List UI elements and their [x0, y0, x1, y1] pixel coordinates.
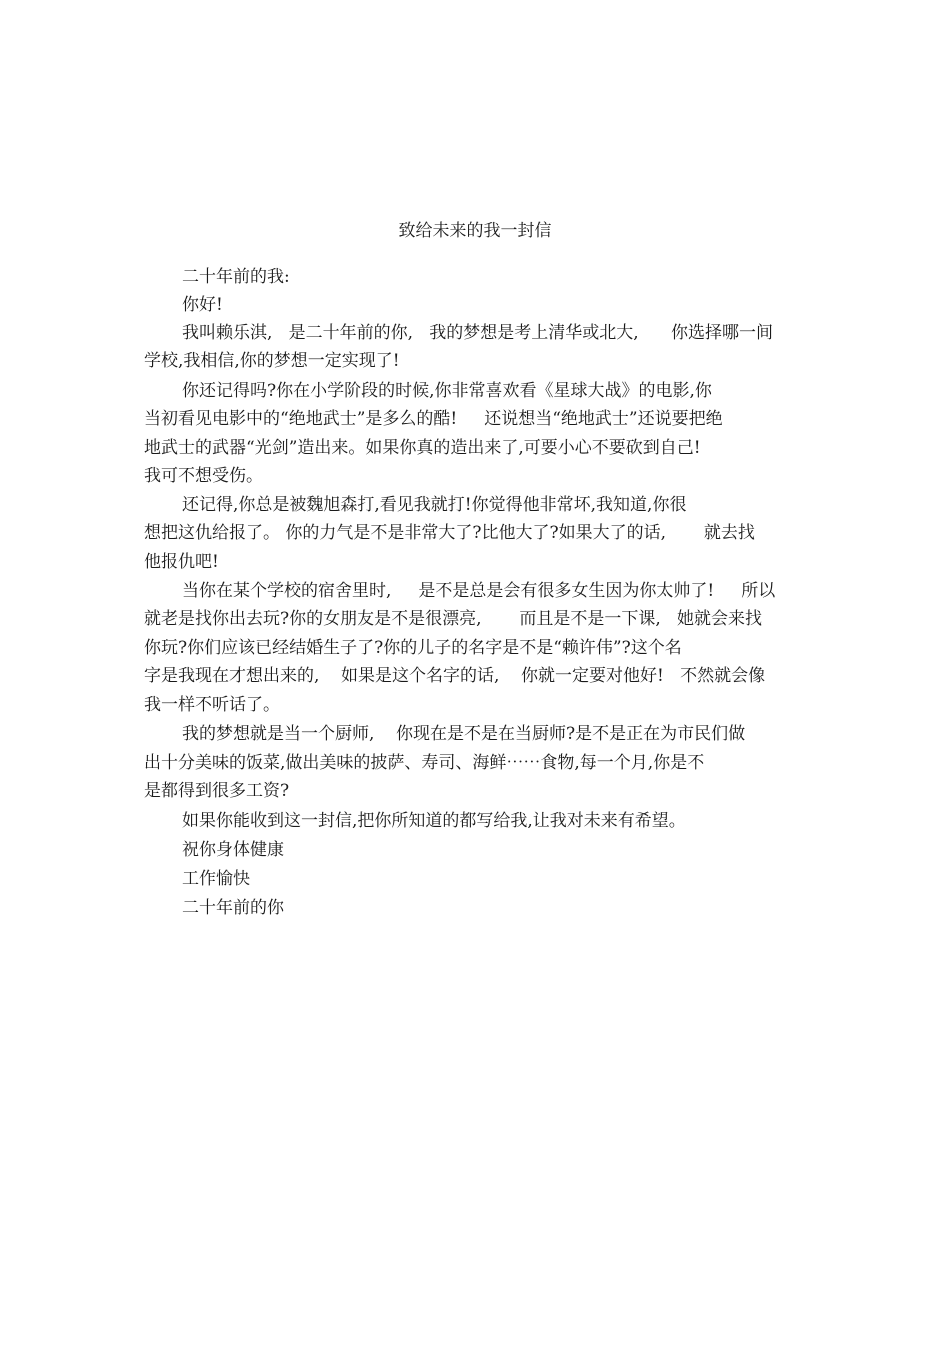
- paragraph-6-line-1: 如果你能收到这一封信,把你所知道的都写给我,让我对未来有希望。: [182, 811, 686, 831]
- paragraph-2-line-1: 你还记得吗?你在小学阶段的时候,你非常喜欢看《星球大战》的电影,你: [182, 381, 712, 401]
- signature-line: 二十年前的你: [182, 898, 284, 918]
- paragraph-5-line-3: 是都得到很多工资?: [144, 781, 290, 801]
- paragraph-4-line-5: 我一样不听话了。: [144, 695, 280, 715]
- paragraph-5-line-2: 出十分美味的饭菜,做出美味的披萨、寿司、海鲜⋯⋯食物,每一个月,你是不: [144, 753, 705, 773]
- greeting-line: 你好!: [182, 295, 223, 315]
- paragraph-1-line-2: 学校,我相信,你的梦想一定实现了!: [144, 351, 400, 371]
- paragraph-2-line-2: 当初看见电影中的“绝地武士”是多么的酷! 还说想当“绝地武士”还说要把绝: [144, 409, 723, 429]
- salutation-line: 二十年前的我:: [182, 267, 290, 287]
- paragraph-2-line-4: 我可不想受伤。: [144, 466, 263, 486]
- paragraph-4-line-2: 就老是找你出去玩?你的女朋友是不是很漂亮, 而且是不是一下课, 她就会来找: [144, 609, 762, 629]
- paragraph-3-line-1: 还记得,你总是被魏旭森打,看见我就打!你觉得他非常坏,我知道,你很: [182, 495, 687, 515]
- paragraph-4-line-3: 你玩?你们应该已经结婚生子了?你的儿子的名字是不是“赖许伟”?这个名: [144, 638, 682, 658]
- closing-wish-1: 祝你身体健康: [182, 840, 284, 860]
- paragraph-3-line-2: 想把这仇给报了。 你的力气是不是非常大了?比他大了?如果大了的话, 就去找: [144, 523, 755, 543]
- paragraph-2-line-3: 地武士的武器“光剑”造出来。如果你真的造出来了,可要小心不要砍到自己!: [144, 438, 701, 458]
- paragraph-1-line-1: 我叫赖乐淇, 是二十年前的你, 我的梦想是考上清华或北大, 你选择哪一间: [182, 323, 774, 343]
- paragraph-3-line-3: 他报仇吧!: [144, 552, 219, 572]
- letter-title: 致给未来的我一封信: [398, 221, 552, 241]
- paragraph-5-line-1: 我的梦想就是当一个厨师, 你现在是不是在当厨师?是不是正在为市民们做: [182, 724, 746, 744]
- paragraph-4-line-4: 字是我现在才想出来的, 如果是这个名字的话, 你就一定要对他好! 不然就会像: [144, 666, 766, 686]
- paragraph-4-line-1: 当你在某个学校的宿舍里时, 是不是总是会有很多女生因为你太帅了! 所以: [182, 581, 776, 601]
- closing-wish-2: 工作愉快: [182, 869, 250, 889]
